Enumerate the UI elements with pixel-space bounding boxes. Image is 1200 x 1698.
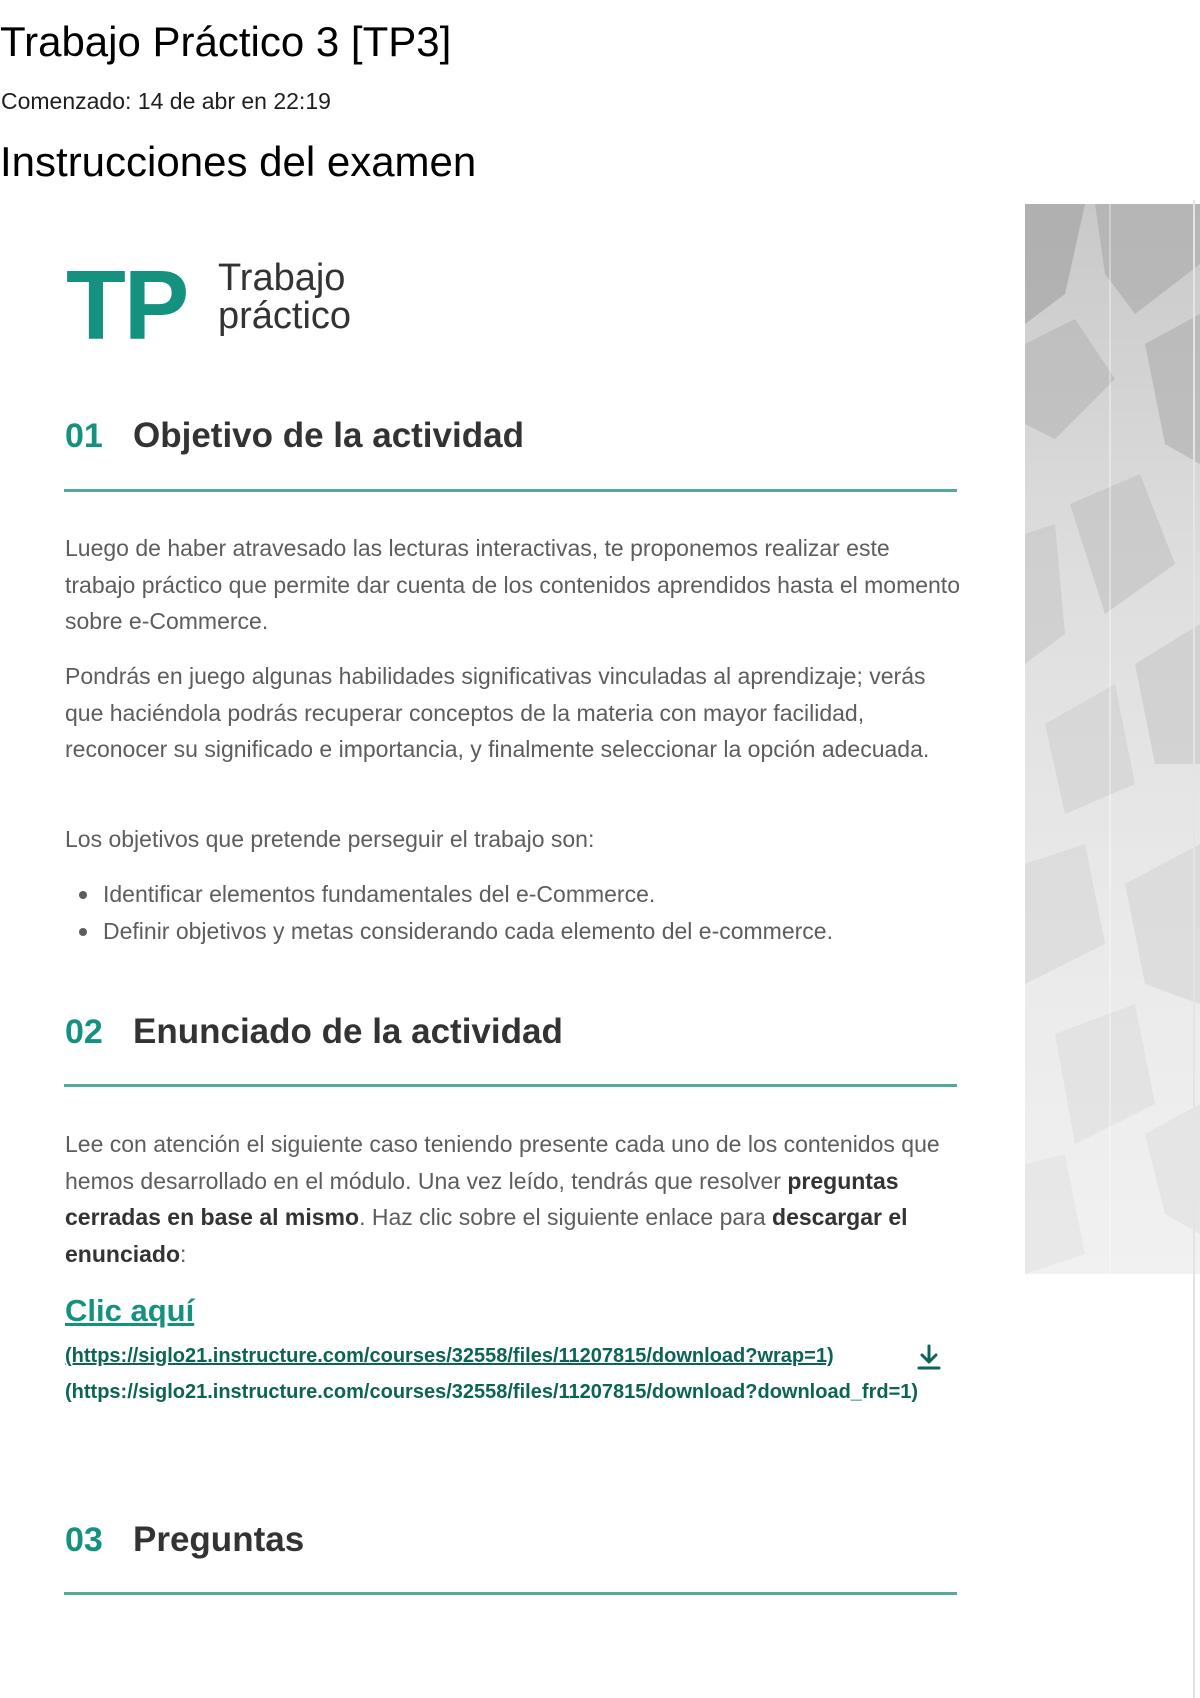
section-divider [64, 489, 957, 492]
list-item: Identificar elementos fundamentales del e-Commerce. [65, 876, 960, 913]
logo-mark: TP [66, 250, 188, 360]
tp-logo [66, 250, 366, 360]
objective-paragraph-3: Los objetivos que pretende perseguir el trabajo son: [65, 826, 595, 852]
page-title: Trabajo Práctico 3 [TP3] [0, 18, 452, 65]
section-divider [64, 1592, 957, 1595]
decorative-image [1025, 204, 1200, 1274]
section-number: 03 [65, 1521, 103, 1559]
section-title: Enunciado de la actividad [133, 1012, 563, 1051]
logo-word-line1: Trabajo [218, 257, 346, 299]
statement-bold-text: preguntas cerradas en base al mismo [65, 1167, 899, 1230]
objective-paragraph-2: Pondrás en juego algunas habilidades significativas vinculadas al aprendizaje; verás que haciéndola podrás recuperar conceptos de la materia con mayor facilidad, reconocer su significado e importancia, y finalmente seleccionar la opción adecuada. [65, 663, 930, 762]
statement-bold-text: descargar el enunciado [65, 1204, 908, 1267]
download-link-url[interactable]: (https://siglo21.instructure.com/courses/32558/files/11207815/download?wrap=1) [65, 1345, 834, 1367]
logo-word-line2: práctico [218, 295, 352, 337]
section-01-header [65, 411, 957, 461]
statement-text: : [180, 1240, 187, 1267]
section-number: 02 [65, 1013, 103, 1051]
direct-download-url[interactable]: (https://siglo21.instructure.com/courses/32558/files/11207815/download?download_frd=1) [65, 1381, 919, 1403]
statement-text: Lee con atención el siguiente caso teniendo presente cada uno de los contenidos que hemos desarrollado en el módulo. Una vez leído, tendrás que resolver [65, 1131, 940, 1194]
statement-text: . Haz clic sobre el siguiente enlace para [359, 1204, 773, 1230]
started-timestamp: Comenzado: 14 de abr en 22:19 [1, 88, 331, 114]
download-link[interactable]: Clic aquí [65, 1293, 195, 1328]
objective-paragraph-1: Luego de haber atravesado las lecturas interactivas, te proponemos realizar este trabajo práctico que permite dar cuenta de los contenidos aprendidos hasta el momento sobre e-Commerce. [65, 535, 960, 634]
section-02-header [65, 1007, 957, 1057]
section-03-header [65, 1515, 957, 1565]
section-title: Objetivo de la actividad [133, 416, 524, 455]
objectives-list [65, 876, 960, 949]
download-icon[interactable] [916, 1344, 942, 1372]
scrollbar-track[interactable] [1193, 200, 1195, 1698]
list-item: Definir objetivos y metas considerando cada elemento del e-commerce. [65, 913, 960, 950]
statement-paragraph [65, 1126, 960, 1272]
section-divider [64, 1084, 957, 1087]
section-number: 01 [65, 417, 103, 455]
instructions-heading: Instrucciones del examen [0, 138, 477, 185]
section-title: Preguntas [133, 1520, 305, 1559]
